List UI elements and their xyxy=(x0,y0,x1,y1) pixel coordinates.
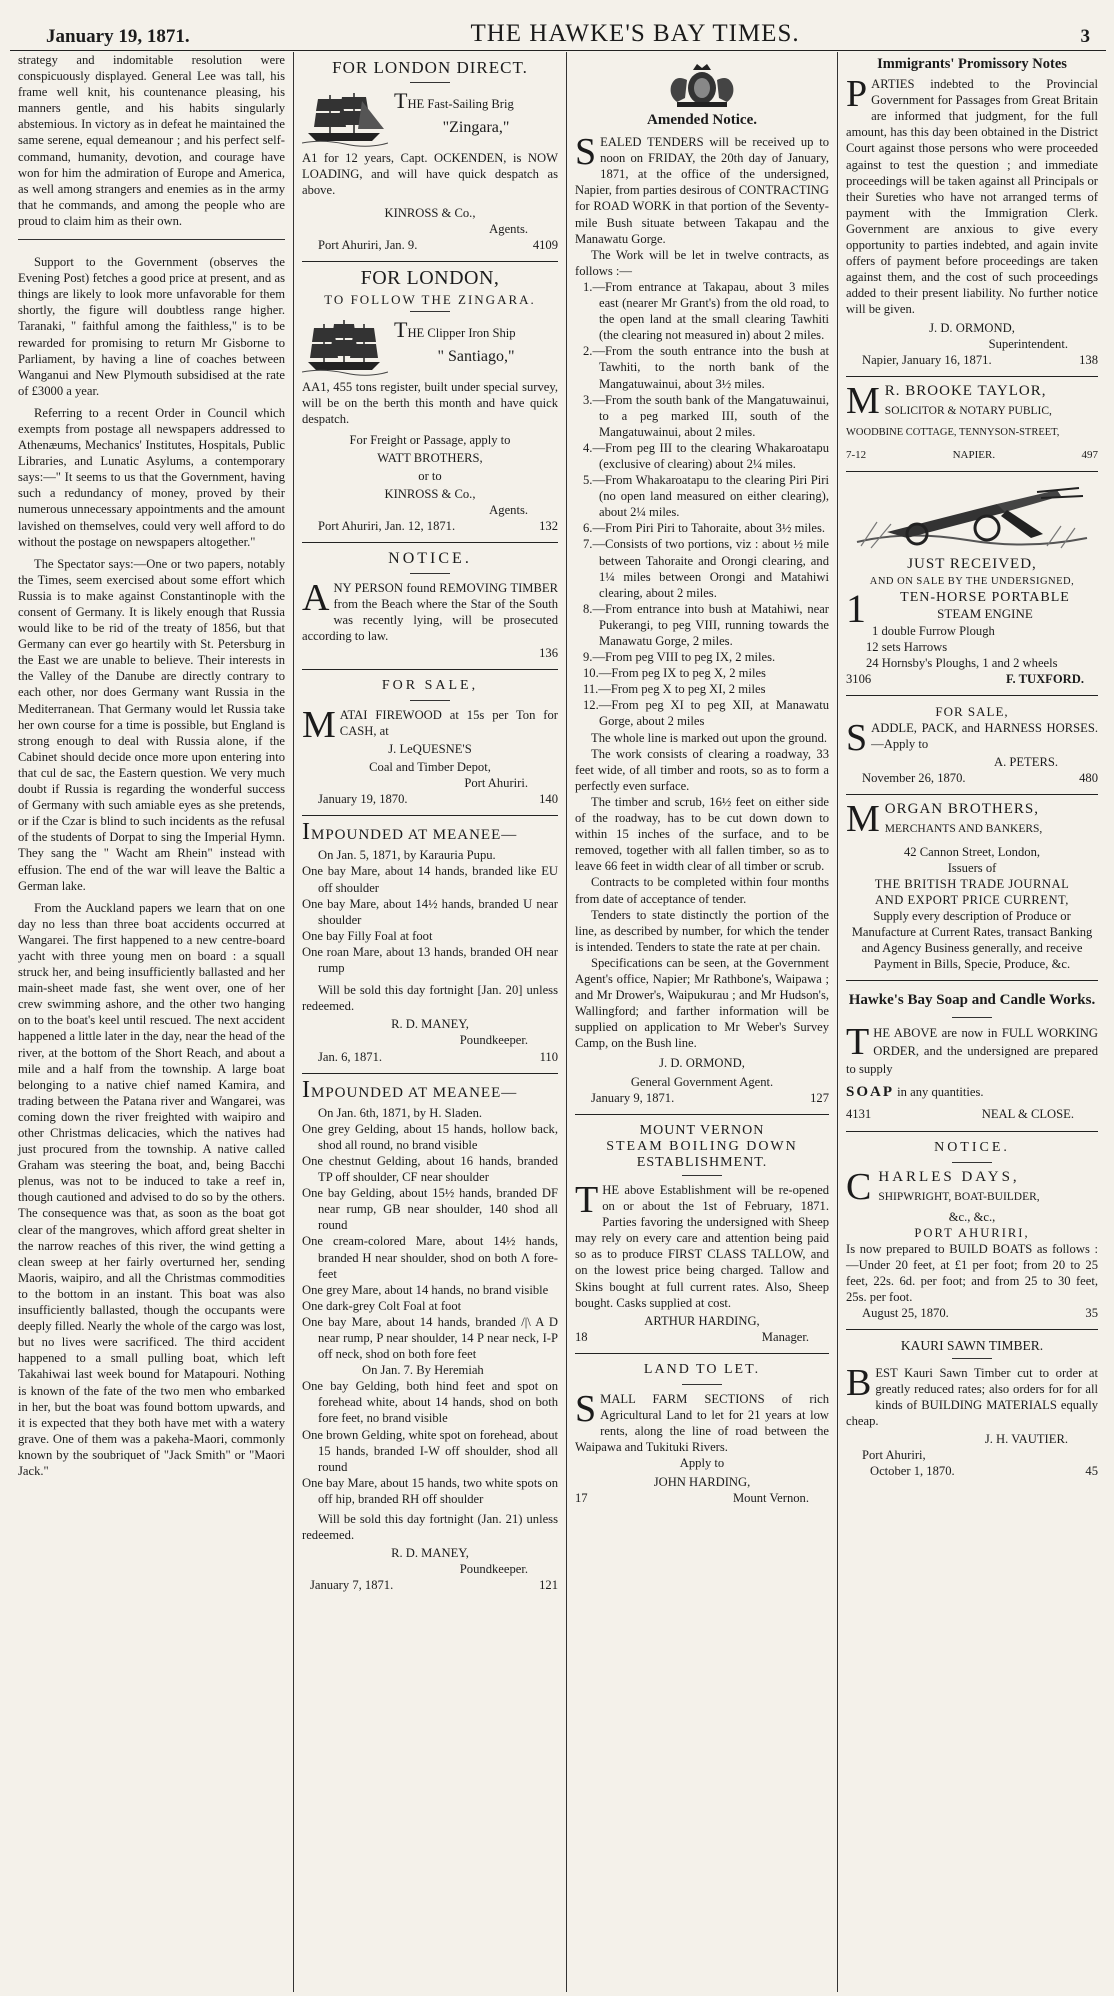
ad-text: HE Fast-Sailing Brig xyxy=(407,97,514,112)
ad-firewood xyxy=(302,670,558,817)
royal-crest-icon xyxy=(663,62,741,108)
ad-heading: Hawke's Bay Soap and Candle Works. xyxy=(848,992,1096,1009)
divider xyxy=(410,573,450,574)
ad-heading: FOR SALE, xyxy=(935,703,1009,719)
page-number: 3 xyxy=(1080,26,1090,47)
ad-heading: ESTABLISHMENT. xyxy=(636,1154,768,1170)
ship-name: " Santiago," xyxy=(437,348,515,366)
ad-heading: MPOUNDED AT MEANEE— xyxy=(311,827,518,844)
ad-place-date: Jan. 6, 1871. xyxy=(318,1049,383,1064)
ad-text: Contracts to be completed within four months from date of acceptance of tender. xyxy=(575,875,829,906)
ad-subheading: TO FOLLOW THE ZINGARA. xyxy=(324,291,536,307)
ad-place-date: October 1, 1870. xyxy=(870,1464,955,1479)
divider xyxy=(952,1162,992,1163)
column-ads-shipping xyxy=(293,52,566,1992)
list-item: On Jan. 7. By Heremiah xyxy=(362,1363,484,1378)
drop-cap: I xyxy=(302,819,311,846)
ad-tuxford xyxy=(846,472,1098,696)
drop-cap: T xyxy=(394,317,408,343)
list-item: 2.—From the south entrance into the bush at Tawhiti, to the north bank of the Mangatuwainui, about 3½ miles. xyxy=(583,344,829,391)
news-paragraph: strategy and indomitable resolution were conspicuously displayed. General Lee was tall, his frame well knit, his countenance pleasing, his manners gentle, and his habits singularly abstemious. In victory as in defeat he maintained the same serene, equal demeanour ; and his perfect self-command, humanity, devotion, and courage have won for him the admiration of Europe and America, as well among strangers and enemies as in the army that he commands, and among the people who are proud to claim him as their own. xyxy=(18,53,285,228)
ad-place-date: November 26, 1870. xyxy=(862,771,966,786)
ad-heading: NOTICE. xyxy=(388,550,472,568)
ad-text: TEN-HORSE PORTABLE xyxy=(900,590,1070,606)
ad-signature: A. PETERS. xyxy=(993,755,1058,770)
ad-text: PORT AHURIRI, xyxy=(914,1225,1030,1240)
ad-signature: JOHN HARDING, xyxy=(653,1474,751,1489)
column-tenders xyxy=(566,52,837,1992)
list-item: 9.—From peg VIII to peg IX, 2 miles. xyxy=(583,650,776,665)
ad-number: 110 xyxy=(539,1049,558,1064)
ad-brooke-taylor xyxy=(846,377,1098,472)
ad-text: &c., &c., xyxy=(948,1209,996,1224)
drop-cap: S xyxy=(846,717,868,759)
ad-number: 121 xyxy=(539,1578,558,1593)
ad-heading: ORGAN BROTHERS, xyxy=(884,801,1039,818)
ad-heading: HARLES DAYS, xyxy=(878,1168,1020,1185)
ad-text: The whole line is marked out upon the ground. xyxy=(591,730,828,745)
ad-text: Supply every description of Produce or Manufacture at Current Rates, transact Banking and Agency Business generally, and receive Payment in Bills, Specie, Produce, &c. xyxy=(851,908,1093,972)
ad-morgan-brothers xyxy=(846,795,1098,981)
ad-text: For Freight or Passage, apply to xyxy=(349,432,511,447)
ad-signature-title: Agents. xyxy=(489,221,528,236)
ad-text: STEAM ENGINE xyxy=(937,606,1033,622)
ad-immigrants xyxy=(846,52,1098,377)
ad-heading: MOUNT VERNON xyxy=(639,1122,765,1138)
list-item: One bay Gelding, about 15½ hands, branded DF near rump, GB near shoulder, 140 shod all round xyxy=(302,1186,558,1233)
drop-cap: T xyxy=(394,88,408,114)
ad-place-date: August 25, 1870. xyxy=(862,1306,949,1321)
drop-cap: M xyxy=(302,703,336,746)
news-paragraph: From the Auckland papers we learn that on one day no less than three boat accidents occurred at Wangarei. The first happened to a new centre-board yacht with three young men on board : a squall struck her, and being insufficiently ballasted and her main-sheet made fast, she went over, one of her crew swimming ashore, and the other two hanging on to the boat's keel until rescued. The next accident happened a little later in the day, near the head of the river, at the bottom of the Short Reach, and about a mile and a half from the township. A large boat belonging to a native chief named Kamira, and trading between the Patana river and Wangarei, was coming down the river freighted with waipiro and other Christmas delicacies, which the natives had just procured from the township. A native called Graham was steering the boat, and, being Bacchi plenus, was not to be induced to take a reef in, though cautioned and advised to do so by the others. The consequence was that, as soon as the boat got clear of the mangroves, which afford great shelter in the narrow reaches of this river, the wind getting a clean sweep at her fairly overturned her, sending Maoris, waipiro, and all the Christmas commodities to the bottom in an instant. This boat was also insufficiently ballasted, though the occupants were deeply filled. Nearly the whole of the cargo was lost, but no lives were sacrificed. The third accident happened to a small pulling boat, which left Takahiwai last week bound for Matapouri. Nothing is known of the fate of the two men who embarked in her, but the boat was found bottom upwards, and it is expected that they both have met with a watery grave. One of them was a pakeha-Maori, commonly known by the soubriquet of "Jack Smith" or "Maori Jack." xyxy=(18,900,285,1478)
ad-tender-roadwork xyxy=(575,52,829,1115)
masthead-date: January 19, 1871. xyxy=(46,26,190,47)
ad-number: 4131 xyxy=(846,1107,872,1122)
ad-signature: KINROSS & Co., xyxy=(384,205,476,220)
sailing-ship-icon xyxy=(302,318,388,376)
list-item: 7.—Consists of two portions, viz : about ½ mile between Tahoraite and Orongi clearing, and 1¼ miles between Orongi and Matahiwi clearing, about 2 miles. xyxy=(583,537,829,600)
list-item: On Jan. 5, 1871, by Karauria Pupu. xyxy=(318,848,496,863)
ad-number: 4109 xyxy=(532,237,558,252)
ad-signature-title: Poundkeeper. xyxy=(459,1562,528,1577)
ad-text: MALL FARM SECTIONS of rich Agricultural Land to let for 21 years at low rents, along the line of road between the Waipawa and Tukituki Rivers. xyxy=(575,1392,829,1455)
list-item: 5.—From Whakaroatapu to the clearing Piri Piri (no open land measured on either clearing), about 2¼ miles. xyxy=(583,473,829,520)
ad-text: 42 Cannon Street, London, xyxy=(903,844,1041,859)
ad-place-date: January 19, 1870. xyxy=(318,792,408,807)
divider xyxy=(410,700,450,701)
divider xyxy=(952,1358,992,1359)
ad-place-date: Port Ahuriri, Jan. 9. xyxy=(318,237,418,252)
news-paragraph: The Spectator says:—One or two papers, notably the Times, seem exercised about some effort which Russia is to make against Constantinople with the consent of Germany. It is likely enough that Russia would like to be rid of the treaty of 1856, but that Germany can ever go heartily with St. Petersburg in the East we are unable to believe. Their interests in the Valley of the Danube are directly contrary to each other, nor does Germany want Russia in the Mediterranean. That Germany would let Russia take her own course for a time is possible, but England is strong enough to deal with Russia alone, if the Cabinet should decide once more upon entering into that cul de sac, the Eastern question. We very much doubt if Russia is regarding the wonderful success of Germany with such amiable eyes as she pretends, or if the Czar is blind to such incidents as the refusal of the students of Dorpat to sing the Imperial Hymn. They sang the " Wacht am Rhein" instead with effusion. The end of the war will leave the Baltic a German lake. xyxy=(18,556,285,893)
ad-heading: JUST RECEIVED, xyxy=(907,556,1037,573)
ad-london-follow xyxy=(302,262,558,543)
ad-soap-works xyxy=(846,981,1098,1131)
column-notices xyxy=(837,52,1106,1992)
list-item: One cream-colored Mare, about 14½ hands, branded H near shoulder, shod on both Λ fore-feet xyxy=(302,1234,558,1281)
ad-signature-title: General Government Agent. xyxy=(630,1074,774,1089)
ad-signature: F. TUXFORD. xyxy=(1005,671,1084,686)
drop-cap: A xyxy=(302,577,330,620)
list-item: 10.—From peg IX to peg X, 2 miles xyxy=(583,666,766,681)
impounded-list xyxy=(302,1105,558,1507)
ship-name: "Zingara," xyxy=(442,119,510,137)
ad-text: The timber and scrub, 16½ feet on either side of the roadway, has to be cut down down to within 15 inches of the surface, and to be removed, together with all fallen timber, so as to leave 66 feet in width clear of all timber or scrub. xyxy=(575,794,829,874)
ad-signature: NEAL & CLOSE. xyxy=(981,1107,1074,1122)
ad-text: ADDLE, PACK, and HARNESS HORSES.—Apply to xyxy=(871,721,1098,752)
drop-cap: B xyxy=(846,1361,872,1404)
ad-number: 138 xyxy=(1079,352,1098,367)
list-item: One bay Mare, about 14 hands, branded like EU off shoulder xyxy=(302,864,558,895)
list-item: One bay Gelding, both hind feet and spot on forehead white, about 14 hands, shod on both fore feet, no brand visible xyxy=(302,1379,558,1426)
ad-number: 17 xyxy=(575,1490,588,1505)
ad-text: ATAI FIREWOOD at 15s per Ton for CASH, at xyxy=(339,707,558,738)
ad-text: AND EXPORT PRICE CURRENT, xyxy=(875,892,1069,907)
columns xyxy=(10,52,1106,1996)
ad-text: WOODBINE COTTAGE, TENNYSON-STREET, xyxy=(846,426,1060,438)
ad-text: The Work will be let in twelve contracts, as follows :— xyxy=(575,247,829,278)
ad-number: 127 xyxy=(810,1090,829,1105)
ad-text: HE above Establishment will be re-opened on or about the 1st of February, 1871. Parties favoring the undersigned with Sheep may rely on every care and attention being paid so as to produce FIRST CLASS TALLOW, and on the lowest price being charged. Tallow and Skins bought at full current rates. Also, Sheep bought. Casks supplied at cost. xyxy=(575,1183,829,1310)
ad-number: 136 xyxy=(539,645,558,660)
ad-london-direct xyxy=(302,52,558,262)
list-item: One grey Mare, about 14 hands, no brand visible xyxy=(302,1282,549,1297)
ad-signature: J. D. ORMOND, xyxy=(929,320,1015,335)
ad-heading: R. BROOKE TAYLOR, xyxy=(884,382,1047,399)
list-item: One bay Mare, about 14 hands, branded /|\ A D near rump, P near shoulder, 14 P near neck, I-P off neck, shod on both fore feet xyxy=(302,1314,558,1362)
ad-text: Will be sold this day fortnight [Jan. 20] unless redeemed. xyxy=(302,983,558,1014)
ad-heading: MPOUNDED AT MEANEE— xyxy=(311,1084,518,1101)
contracts-list xyxy=(575,279,829,730)
ad-text: A1 for 12 years, Capt. OCKENDEN, is NOW LOADING, and will have quick despatch as above. xyxy=(302,151,558,198)
ad-heading: LAND TO LET. xyxy=(643,1361,761,1377)
ad-number: 18 xyxy=(575,1329,588,1344)
ad-text: The work consists of clearing a roadway, 33 feet wide, of all timber and roots, so as to form a perfectly even surface. xyxy=(575,746,829,793)
ad-text: EST Kauri Sawn Timber cut to order at greatly reduced rates; also orders for for all kinds of BUILDING MATERIALS equally cheap. xyxy=(846,1365,1098,1428)
ad-text: NY PERSON found REMOVING TIMBER from the Beach where the Star of the South was recently lying, will be prosecuted according to law. xyxy=(302,581,558,644)
list-item: One bay Mare, about 15 hands, two white spots on off hip, branded RH off shoulder xyxy=(302,1475,558,1506)
ad-text: THE BRITISH TRADE JOURNAL xyxy=(874,876,1070,891)
ad-place: Mount Vernon. xyxy=(732,1490,809,1505)
ad-text: Specifications can be seen, at the Government Agent's office, Napier; Mr Rathbone's, Waipawa ; and Mr Drower's, Waipukurau ; and Mr Hudson's, Wallingford; and farther information will be supplied on application to Mr Weber's Survey Camp, on the Bush line. xyxy=(575,955,829,1051)
ad-number: 3106 xyxy=(846,671,872,686)
ad-notice-timber xyxy=(302,543,558,670)
masthead-title: THE HAWKE'S BAY TIMES. xyxy=(470,20,800,47)
ad-text: HE Clipper Iron Ship xyxy=(407,326,516,341)
ad-signature: R. D. MANEY, xyxy=(391,1017,469,1032)
ad-heading: FOR LONDON, xyxy=(360,266,500,289)
ad-text: 1 xyxy=(846,586,866,632)
ad-text: HE ABOVE are now in FULL WORKING ORDER, and the undersigned are prepared to supply xyxy=(846,1026,1098,1077)
ad-signature: WATT BROTHERS, xyxy=(377,450,483,465)
list-item: 1 double Furrow Plough xyxy=(872,623,995,638)
drop-cap: T xyxy=(575,1179,599,1221)
masthead xyxy=(10,8,1106,51)
ad-text: Tenders to state distinctly the portion of the line, as described by number, for which the tender is intended. Tenders to state the rate at per chain. xyxy=(575,907,829,954)
list-item: 4.—From peg III to the clearing Whakaroatapu (exclusive of clearing) about 2¼ miles. xyxy=(583,440,829,471)
ad-place-date: Napier, January 16, 1871. xyxy=(862,352,992,367)
ad-text: Issuers of xyxy=(947,860,997,875)
ad-kauri-timber xyxy=(846,1330,1098,1487)
list-item: 11.—From peg X to peg XI, 2 miles xyxy=(583,682,766,697)
ad-signature-title: Manager. xyxy=(761,1329,809,1344)
sailing-ship-icon xyxy=(302,89,388,147)
ad-number: 35 xyxy=(1085,1306,1098,1321)
ad-text: in any quantities. xyxy=(897,1085,984,1100)
ad-place-date: January 7, 1871. xyxy=(310,1578,394,1593)
list-item: One grey Gelding, about 15 hands, hollow back, shod all round, no brand visible xyxy=(302,1121,558,1152)
ad-text: Coal and Timber Depot, xyxy=(369,760,491,774)
divider xyxy=(410,82,450,83)
drop-cap: P xyxy=(846,73,868,116)
ad-text: Is now prepared to BUILD BOATS as follows :—Under 20 feet, at £1 per foot; from 20 to 25 feet, 22s. 6d. per foot; and from 25 to 30 feet, 25s. per foot. xyxy=(846,1241,1098,1305)
list-item: One dark-grey Colt Foal at foot xyxy=(302,1298,462,1313)
column-news xyxy=(10,52,293,1992)
ad-heading: FOR LONDON DIRECT. xyxy=(332,58,528,77)
ad-charles-days xyxy=(846,1132,1098,1331)
divider xyxy=(952,1017,992,1018)
impounded-list xyxy=(302,847,558,976)
list-item: 8.—From entrance into bush at Matahiwi, near Pukerangi, to peg VIII, running towards the Manawatu Gorge, 2 miles. xyxy=(583,601,829,648)
ad-place-date: Port Ahuriri, Jan. 12, 1871. xyxy=(318,518,456,533)
ad-text: AA1, 455 tons register, built under special survey, will be on the berth this month and have quick despatch. xyxy=(302,380,558,427)
ad-number: 480 xyxy=(1079,771,1098,786)
ad-subheading: AND ON SALE BY THE UNDERSIGNED, xyxy=(869,576,1075,588)
list-item: 12 sets Harrows xyxy=(866,639,948,654)
ad-number: 140 xyxy=(539,792,558,807)
drop-cap: M xyxy=(846,379,881,422)
list-item: 1.—From entrance at Takapau, about 3 miles east (nearer Mr Grant's) from the old road, to the open land at the small clearing Tawhiti (the clearing not measured in) about 2 miles. xyxy=(583,279,829,343)
ad-impounded-2 xyxy=(302,1074,558,1602)
divider xyxy=(682,1384,722,1385)
ad-place: Port Ahuriri, xyxy=(862,1448,926,1462)
ad-impounded-1 xyxy=(302,816,558,1073)
ad-text: MERCHANTS AND BANKERS, xyxy=(884,823,1043,836)
list-item: One bay Mare, about 14½ hands, branded U near shoulder xyxy=(302,896,558,927)
drop-cap: I xyxy=(302,1076,311,1103)
ad-signature-title: Superintendent. xyxy=(988,336,1068,351)
news-paragraph: Referring to a recent Order in Council which exempts from postage all newspapers addressed to Athenæums, Mechanics' Institutes, Hospitals, Public Libraries, and Lunatic Asylums, a contemporary says:—" It seems to us that the Government, having such a redundancy of money, proved by their numerous unnecessary appointments and the amount lavished on themselves, could very well afford to do without the postage on newspapers altogether." xyxy=(18,405,285,549)
ad-mount-vernon xyxy=(575,1115,829,1354)
ad-number: 45 xyxy=(1085,1464,1098,1479)
ad-heading: Immigrants' Promissory Notes xyxy=(877,56,1067,72)
plough-illustration-icon xyxy=(847,482,1097,552)
ad-text: Will be sold this day fortnight (Jan. 21) unless redeemed. xyxy=(302,1512,558,1543)
ad-heading: NOTICE. xyxy=(934,1139,1010,1155)
divider xyxy=(682,1175,722,1176)
list-item: 24 Hornsby's Ploughs, 1 and 2 wheels xyxy=(866,655,1058,670)
ad-text: SOAP xyxy=(846,1084,895,1101)
ad-text: Port Ahuriri. xyxy=(464,776,528,791)
ad-text: ARTIES indebted to the Provincial Government for Passages from Great Britain are informed that judgment, for the full amount, has this day been obtained in the District Court against those persons who were proceeded against to test the question ; and immediate proceedings will be taken against all Principals or their Sureties who have not arranged terms of payment with the Immigration Clerk. Government are anxious to give every opportunity to parties indebted, and again invite offers of payment before proceedings are taken against them, and the cost of such proceedings added to their present liability. No further notice will be given. xyxy=(846,77,1098,317)
list-item: 6.—From Piri Piri to Tahoraite, about 3½ miles. xyxy=(583,521,825,536)
drop-cap: M xyxy=(846,798,881,841)
drop-cap: T xyxy=(846,1021,870,1064)
list-item: On Jan. 6th, 1871, by H. Sladen. xyxy=(318,1105,483,1120)
list-item: 12.—From peg XI to peg XII, at Manawatu Gorge, about 2 miles xyxy=(583,698,829,729)
ad-place-date: January 9, 1871. xyxy=(591,1090,675,1105)
ad-text: Apply to xyxy=(679,1456,725,1471)
ad-signature: J. H. VAUTIER. xyxy=(984,1431,1068,1446)
divider xyxy=(410,311,450,312)
list-item: 3.—From the south bank of the Mangatuwainui, to a peg marked III, south of the Mangatuwainui, about 2 miles. xyxy=(583,392,829,439)
ad-text: 7-12 xyxy=(846,449,867,462)
ad-text: SOLICITOR & NOTARY PUBLIC, xyxy=(884,404,1052,417)
ad-signature-title: Poundkeeper. xyxy=(459,1033,528,1048)
ad-signature: J. LeQUESNE'S xyxy=(388,741,472,756)
ad-heading: Amended Notice. xyxy=(647,112,757,128)
ad-number: 132 xyxy=(539,518,558,533)
ad-text: or to xyxy=(418,468,442,483)
ad-land-to-let xyxy=(575,1354,829,1514)
divider xyxy=(18,239,285,240)
ad-place: NAPIER. xyxy=(952,449,996,462)
ad-signature: J. D. ORMOND, xyxy=(659,1056,745,1071)
ad-signature: KINROSS & Co., xyxy=(384,486,476,501)
ad-number: 497 xyxy=(1081,449,1098,462)
drop-cap: S xyxy=(575,131,597,174)
list-item: One bay Filly Foal at foot xyxy=(302,928,433,943)
news-paragraph: Support to the Government (observes the Evening Post) fetches a good price at present, and as things are likely to look more unfavorable for them shortly, the figure will doubtless range higher. Taranaki, " faithful among the faithless," is to be rewarded for promising to return Mr Gisborne to Parliament, by having a line of coaches between Wanganui and New Plymouth subsidised at the rate of £3000 a year. xyxy=(18,255,285,398)
ad-text: EALED TENDERS will be received up to noon on FRIDAY, the 20th day of January, 1871, at the office of the undersigned, Napier, from parties desirous of CONTRACTING for ROAD WORK in that portion of the Seventy-mile Bush situate between Takapau and the Manawatu Gorge. xyxy=(575,135,829,246)
list-item: One chestnut Gelding, about 16 hands, branded TP off shoulder, CF near shoulder xyxy=(302,1153,558,1185)
ad-peters xyxy=(846,696,1098,795)
list-item: One roan Mare, about 13 hands, branded OH near rump xyxy=(302,944,558,976)
drop-cap: C xyxy=(846,1165,875,1208)
ad-signature: ARTHUR HARDING, xyxy=(644,1313,760,1328)
ad-heading: FOR SALE, xyxy=(381,677,479,693)
ad-heading: KAURI SAWN TIMBER. xyxy=(900,1338,1044,1354)
ad-heading: STEAM BOILING DOWN xyxy=(606,1138,798,1154)
drop-cap: S xyxy=(575,1388,597,1431)
ad-signature: R. D. MANEY, xyxy=(391,1546,469,1561)
list-item: One brown Gelding, white spot on forehead, about 15 hands, branded I-W off shoulder, shod all round xyxy=(302,1427,558,1474)
ad-signature-title: Agents. xyxy=(489,502,528,517)
ad-text: SHIPWRIGHT, BOAT-BUILDER, xyxy=(878,1190,1040,1203)
